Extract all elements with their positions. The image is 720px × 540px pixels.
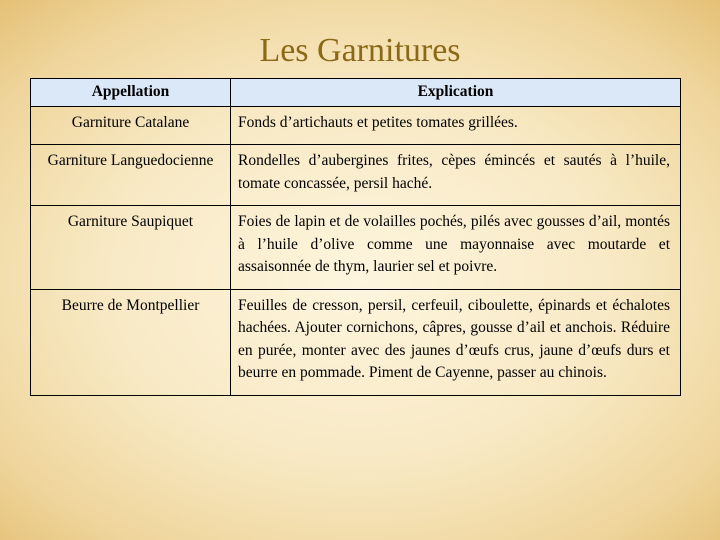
garnitures-table (30, 78, 681, 396)
table-header-row (31, 79, 681, 107)
appellation-cell: Garniture Saupiquet (31, 206, 231, 290)
appellation-cell: Garniture Languedocienne (31, 145, 231, 206)
explication-cell: Feuilles de cresson, persil, cerfeuil, ciboulette, épinards et échalotes hachées. Ajouter cornichons, câpres, gousse d’ail et anchois. Réduire en purée, monter avec des jaunes d’œufs crus, jaune d’œufs durs et beurre en pommade. Piment de Cayenne, passer au chinois. (231, 289, 681, 395)
appellation-cell: Garniture Catalane (31, 106, 231, 145)
page-title: Les Garnitures (259, 32, 461, 69)
appellation-cell: Beurre de Montpellier (31, 289, 231, 395)
table-row (31, 106, 681, 145)
table-row (31, 289, 681, 395)
table-row (31, 145, 681, 206)
explication-cell: Foies de lapin et de volailles pochés, pilés avec gousses d’ail, montés à l’huile d’olive comme une mayonnaise avec moutarde et assaisonnée de thym, laurier sel et poivre. (231, 206, 681, 290)
column-header-explication: Explication (231, 79, 681, 107)
table-row (31, 206, 681, 290)
explication-cell: Fonds d’artichauts et petites tomates grillées. (231, 106, 681, 145)
explication-cell: Rondelles d’aubergines frites, cèpes émincés et sautés à l’huile, tomate concassée, persil haché. (231, 145, 681, 206)
column-header-appellation: Appellation (31, 79, 231, 107)
